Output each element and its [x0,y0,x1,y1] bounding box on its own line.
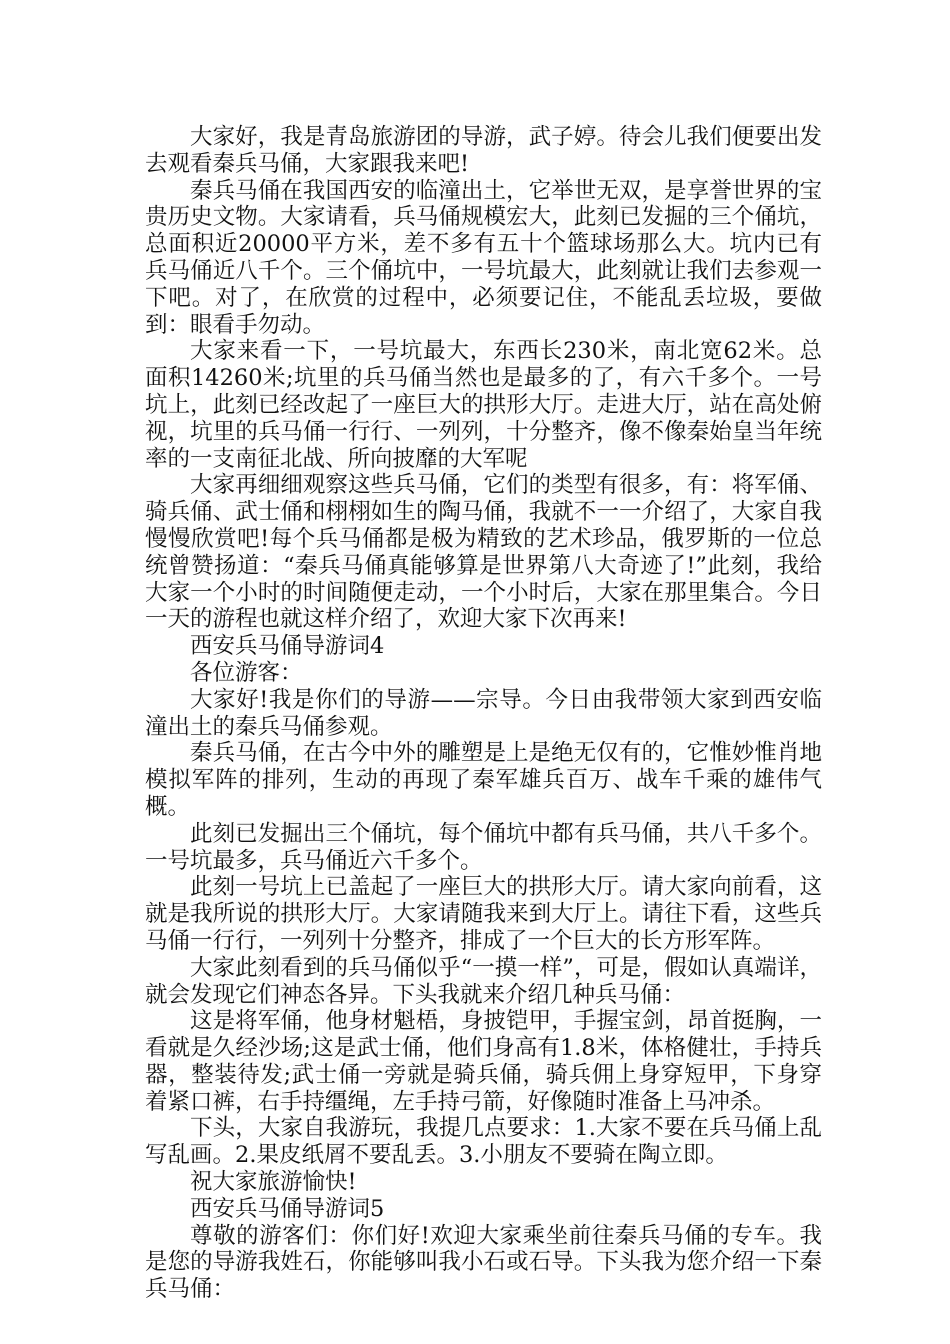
section-heading-5: 西安兵马俑导游词5 [190,1195,385,1222]
paragraph-guide-intro: 大家好!我是你们的导游——宗导。今日由我带领大家到西安临潼出土的秦兵马俑参观。 [145,686,822,740]
document-page [145,124,822,1303]
paragraph-pits: 此刻已发掘出三个俑坑，每个俑坑中都有兵马俑，共八千多个。一号坑最多，兵马俑近六千多个。 [145,820,822,874]
paragraph-wish: 祝大家旅游愉快! [190,1169,357,1196]
paragraph-greeting: 各位游客： [190,659,303,686]
paragraph-pit-one: 大家来看一下，一号坑最大，东西长230米，南北宽62米。总面积14260米;坑里的兵马俑当然也是最多的了，有六千多个。一号坑上，此刻已经改起了一座巨大的拱形大厅。走进大厅，站在高处俯视，坑里的兵马俑一行行、一列列，十分整齐，像不像秦始皇当年统率的一支南征北战、所向披靡的大军呢 [145,338,822,472]
paragraph-expressions: 大家此刻看到的兵马俑似乎“一摸一样”，可是，假如认真端详，就会发现它们神态各异。下头我就来介绍几种兵马俑： [145,954,822,1008]
paragraph-figures: 这是将军俑，他身材魁梧，身披铠甲，手握宝剑，昂首挺胸，一看就是久经沙场;这是武士俑，他们身高有1.8米，体格健壮，手持兵器，整装待发;武士俑一旁就是骑兵俑，骑兵佣上身穿短甲，下身穿着紧口裤，右手持缰绳，左手持弓箭，好像随时准备上马冲杀。 [145,1008,822,1115]
paragraph-welcome: 尊敬的游客们：你们好!欢迎大家乘坐前往秦兵马俑的专车。我是您的导游我姓石，你能够叫我小石或石导。下头我为您介绍一下秦兵马俑： [145,1222,822,1303]
section-heading-4: 西安兵马俑导游词4 [190,633,385,660]
paragraph-types: 大家再细细观察这些兵马俑，它们的类型有很多，有：将军俑、骑兵俑、武士俑和栩栩如生的陶马俑，我就不一一介绍了，大家自我慢慢欣赏吧!每个兵马俑都是极为精致的艺术珍品，俄罗斯的一位总统曾赞扬道：“秦兵马俑真能够算是世界第八大奇迹了!”此刻，我给大家一个小时的时间随便走动，一个小时后，大家在那里集合。今日一天的游程也就这样介绍了，欢迎大家下次再来! [145,472,822,633]
paragraph-sculpture: 秦兵马俑，在古今中外的雕塑是上是绝无仅有的，它惟妙惟肖地模拟军阵的排列，生动的再现了秦军雄兵百万、战车千乘的雄伟气概。 [145,740,822,820]
paragraph-intro: 大家好，我是青岛旅游团的导游，武子婷。待会儿我们便要出发去观看秦兵马俑，大家跟我来吧! [145,124,822,177]
paragraph-overview: 秦兵马俑在我国西安的临潼出土，它举世无双，是享誉世界的宝贵历史文物。大家请看，兵马俑规模宏大，此刻已发掘的三个俑坑，总面积近20000平方米，差不多有五十个篮球场那么大。坑内已有兵马俑近八千个。三个俑坑中，一号坑最大，此刻就让我们去参观一下吧。对了，在欣赏的过程中，必须要记住，不能乱丢垃圾，要做到：眼看手勿动。 [145,177,822,338]
paragraph-rules: 下头，大家自我游玩，我提几点要求：1.大家不要在兵马俑上乱写乱画。2.果皮纸屑不要乱丢。3.小朋友不要骑在陶立即。 [145,1115,822,1169]
paragraph-hall: 此刻一号坑上已盖起了一座巨大的拱形大厅。请大家向前看，这就是我所说的拱形大厅。大家请随我来到大厅上。请往下看，这些兵马俑一行行，一列列十分整齐，排成了一个巨大的长方形军阵。 [145,874,822,954]
